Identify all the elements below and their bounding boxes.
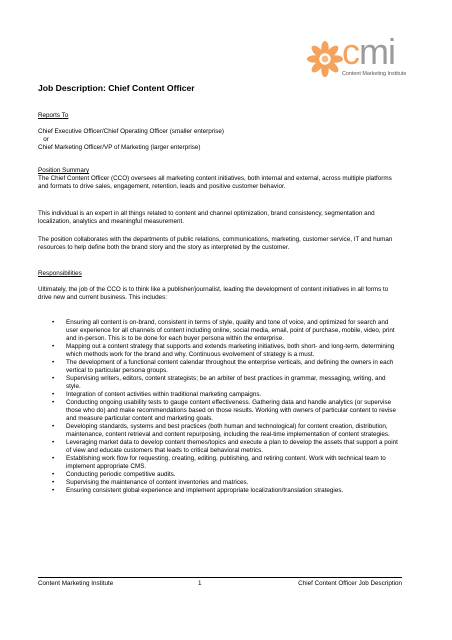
list-item-text: The development of a functional content calendar throughout the enterprise verticals, and defining the owners in each vertical to particular persona groups. [66, 359, 394, 374]
bullet: • [52, 455, 55, 462]
bullet: • [52, 479, 55, 486]
bullet: • [52, 487, 55, 494]
flower-icon [306, 40, 344, 78]
position-summary-heading: Position Summary [38, 167, 90, 174]
bullet: • [52, 343, 55, 350]
bullet: • [52, 375, 55, 382]
reports-to-line-2: or [38, 136, 49, 143]
list-item [38, 455, 400, 471]
bullet: • [52, 359, 55, 366]
document-title: Job Description: Chief Content Officer [38, 83, 195, 93]
footer-divider [38, 577, 402, 578]
list-item-text: Supervising writers, editors, content strategists; be an arbiter of best practices in grammar, messaging, writing, and style. [66, 375, 386, 390]
reports-to-heading: Reports To [38, 112, 69, 119]
list-item-text: Mapping out a content strategy that supports and extends marketing initiatives, both short- and long-term, determining which methods work for the brand and why. Continuous evolvement of strategy is a must. [66, 343, 395, 358]
bullet: • [52, 319, 55, 326]
responsibilities-heading: Responsibilities [38, 270, 82, 277]
list-item [38, 399, 400, 423]
bullet: • [52, 423, 55, 430]
logo-wordmark [342, 31, 395, 72]
list-item-text: Establishing work flow for requesting, creating, editing, publishing, and retiring content. Work with technical team to implement appropriate CMS. [66, 455, 386, 470]
footer-page-number: 1 [198, 580, 202, 587]
position-summary-text: The Chief Content Officer (CCO) oversees all marketing content initiatives, both internal and external, across multiple platforms and formats to drive sales, engagement, retention, leads and positive customer behavior. [38, 175, 392, 190]
list-item-text: Ensuring consistent global experience and implement appropriate localization/translation strategies. [66, 487, 344, 494]
cmi-logo [306, 31, 414, 82]
list-item [38, 479, 400, 487]
logo-letter-c: c [342, 31, 359, 72]
list-item-text: Integration of content activities within traditional marketing campaigns. [66, 391, 262, 398]
list-item [38, 343, 400, 359]
reports-to-line-1: Chief Executive Officer/Chief Operating Officer (smaller enterprise) [38, 128, 224, 135]
bullet: • [52, 399, 55, 406]
list-item [38, 487, 400, 495]
list-item-text: Developing standards, systems and best practices (both human and technological) for content creation, distribution, maintenance, content retrieval and content repurposing, including the real-time implementation of content strategies. [66, 423, 390, 438]
list-item-text: Leveraging market data to develop content themes/topics and execute a plan to develop the assets that support a point of view and educate customers that leads to critical behavioral metrics. [66, 439, 398, 454]
list-item [38, 359, 400, 375]
list-item-text: Conducting ongoing usability tests to gauge content effectiveness. Gathering data and handle analytics (or supervise those who do) and make recommendations based on those results. Working with owners of particular content to revise and measure particular content and marketing goals. [66, 399, 396, 422]
list-item-text: Conducting periodic competitive audits. [66, 471, 176, 478]
reports-to-line-3: Chief Marketing Officer/VP of Marketing (larger enterprise) [38, 144, 201, 151]
footer-right: Chief Content Officer Job Description [298, 580, 402, 587]
list-item [38, 439, 400, 455]
list-item [38, 375, 400, 391]
responsibilities-intro: Ultimately, the job of the CCO is to think like a publisher/journalist, leading the development of content initiatives in all forms to drive new and current business. This includes: [38, 286, 389, 301]
bullet: • [52, 471, 55, 478]
footer-left: Content Marketing Institute [38, 580, 114, 587]
list-item-text: Ensuring all content is on-brand, consistent in terms of style, quality and tone of voice, and optimized for search and user experience for all channels of content including online, social media, email, point of purchase, mobile, video, print and in-person. This is to be done for each buyer persona within the enterprise. [66, 319, 395, 342]
bullet: • [52, 391, 55, 398]
list-item [38, 423, 400, 439]
list-item [38, 471, 400, 479]
logo-letters-mi: mi [359, 31, 395, 72]
logo-tagline: Content Marketing Institute [342, 71, 407, 77]
expert-paragraph: This individual is an expert in all things related to content and channel optimization, brand consistency, segmentation and localization, analytics and meaningful measurement. [38, 210, 375, 225]
collaboration-paragraph: The position collaborates with the departments of public relations, communications, marketing, customer service, IT and human resources to help define both the brand story and the story as interpreted by the customer. [38, 236, 393, 251]
list-item-text: Supervising the maintenance of content inventories and matrices. [66, 479, 249, 486]
list-item [38, 391, 400, 399]
list-item [38, 319, 400, 343]
responsibilities-list [38, 319, 400, 495]
bullet: • [52, 439, 55, 446]
